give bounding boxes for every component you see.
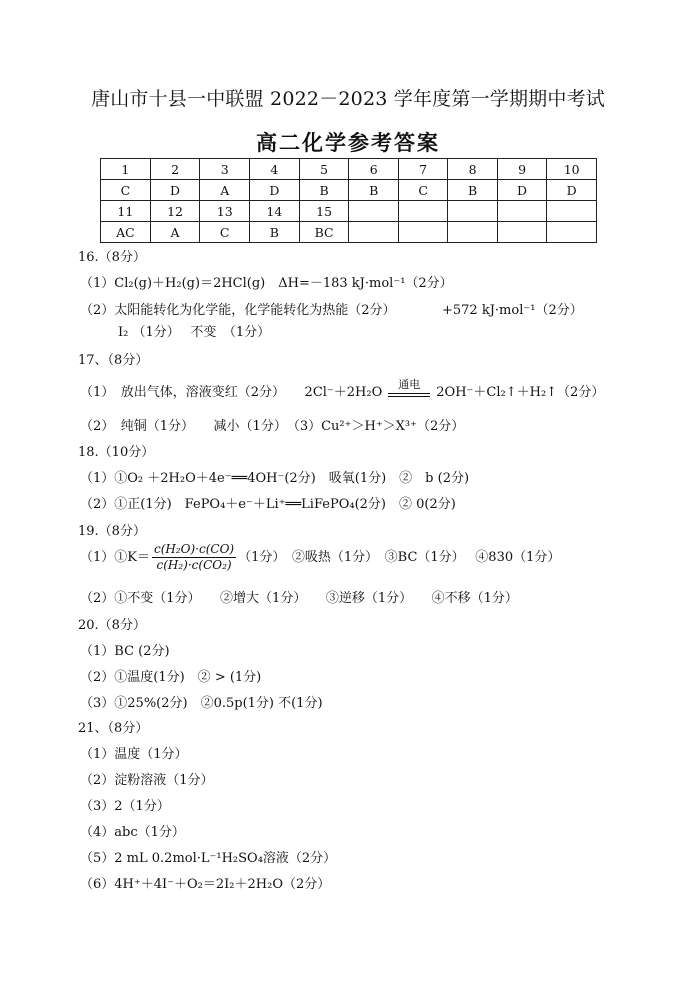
q19-line2: （2）①不变（1分） ②增大（1分） ③逆移（1分） ④不移（1分） [80,591,518,606]
electrolysis-arrow [388,377,430,401]
question-number-cell: 5 [299,159,349,180]
q19-heading: 19.（8分） [78,524,146,539]
question-number-cell: 12 [150,201,200,222]
q21-line2: （2）淀粉溶液（1分） [80,773,214,788]
answer-cell: B [448,180,497,201]
question-number-cell: 13 [200,201,250,222]
q20-line2: （2）①温度(1分) ② > (1分) [80,670,262,685]
answer-cell: D [150,180,200,201]
q19-line1-prefix: （1）①K＝ [80,550,150,565]
electrolysis-label: 通电 [398,377,421,391]
answer-cell: B [250,222,300,243]
question-number-cell: 11 [101,201,151,222]
answer-cell: D [547,180,597,201]
question-number-cell: 2 [150,159,200,180]
question-number-cell [398,201,447,222]
answer-cell [349,222,398,243]
q19-line1-suffix: （1分） ②吸热（1分） ③BC（1分） ④830（1分） [238,550,561,565]
q17-line1 [80,377,605,401]
q20-line1: （1）BC (2分) [80,644,170,659]
answer-table-row [101,222,597,243]
answer-cell: A [200,180,250,201]
q16-line2a: （2）太阳能转化为化学能，化学能转化为热能（2分） [80,303,396,318]
q21-line3: （3）2（1分） [80,799,170,814]
question-number-cell [547,201,597,222]
question-number-cell: 15 [299,201,349,222]
q17-line2: （2） 纯铜（1分） 减小（1分） （3）Cu²⁺＞H⁺＞X³⁺（2分） [80,419,465,434]
answer-cell: C [200,222,250,243]
question-number-cell: 6 [349,159,398,180]
exam-title: 唐山市十县一中联盟 2022－2023 学年度第一学期期中考试 [91,88,605,110]
answer-cell: B [349,180,398,201]
question-number-cell: 3 [200,159,250,180]
answer-cell [398,222,447,243]
q16-line3: I₂ （1分） 不变 （1分） [118,325,271,340]
answer-cell [448,222,497,243]
q18-line2: （2）①正(1分) FePO₄＋e⁻＋Li⁺══LiFePO₄(2分) ② 0(2分) [80,497,456,512]
question-number-cell: 9 [497,159,546,180]
q19-line1 [80,542,560,573]
q18-heading: 18.（10分） [78,445,155,460]
question-number-cell: 7 [398,159,447,180]
answer-table-row [101,159,597,180]
question-number-cell: 14 [250,201,300,222]
answer-cell: D [250,180,300,201]
question-number-cell: 1 [101,159,151,180]
answer-key-title: 高二化学参考答案 [256,130,440,155]
answer-table-row [101,180,597,201]
answer-table [100,158,597,243]
answer-cell: B [299,180,349,201]
q16-line1: （1）Cl₂(g)＋H₂(g)＝2HCl(g) ΔH=－183 kJ·mol⁻¹（2分） [80,276,453,291]
q21-line5: （5）2 mL 0.2mol·L⁻¹H₂SO₄溶液（2分） [80,851,337,866]
answer-cell: D [497,180,546,201]
question-number-cell [497,201,546,222]
q20-heading: 20.（8分） [78,618,146,633]
fraction-denominator: c(H₂)·c(CO₂) [156,558,232,572]
answer-table-row [101,201,597,222]
question-number-cell [349,201,398,222]
q17-heading: 17、（8分） [78,353,149,368]
answer-cell: C [101,180,151,201]
question-number-cell: 8 [448,159,497,180]
q21-line1: （1）温度（1分） [80,747,188,762]
answer-cell: C [398,180,447,201]
question-number-cell [448,201,497,222]
fraction-numerator: c(H₂O)·c(CO) [153,542,235,556]
q21-line6: （6）4H⁺＋4I⁻＋O₂＝2I₂＋2H₂O（2分） [80,877,331,892]
answer-cell: BC [299,222,349,243]
question-number-cell: 4 [250,159,300,180]
answer-cell [497,222,546,243]
q16-line2b: +572 kJ·mol⁻¹（2分） [442,303,583,318]
answer-cell: A [150,222,200,243]
q21-heading: 21、（8分） [78,721,149,736]
q17-line1b: 2OH⁻＋Cl₂↑＋H₂↑（2分） [436,385,605,400]
question-number-cell: 10 [547,159,597,180]
q17-line1a: （1） 放出气体，溶液变红（2分） 2Cl⁻＋2H₂O [80,385,383,400]
q20-line3: （3）①25%(2分) ②0.5p(1分) 不(1分) [80,696,323,711]
answer-cell: AC [101,222,151,243]
q21-line4: （4）abc（1分） [80,825,185,840]
q18-line1: （1）①O₂ ＋2H₂O＋4e⁻══4OH⁻(2分) 吸氧(1分) ② b (2分) [80,471,470,486]
answer-cell [547,222,597,243]
q16-heading: 16.（8分） [78,250,146,265]
equilibrium-constant-fraction [152,542,236,573]
